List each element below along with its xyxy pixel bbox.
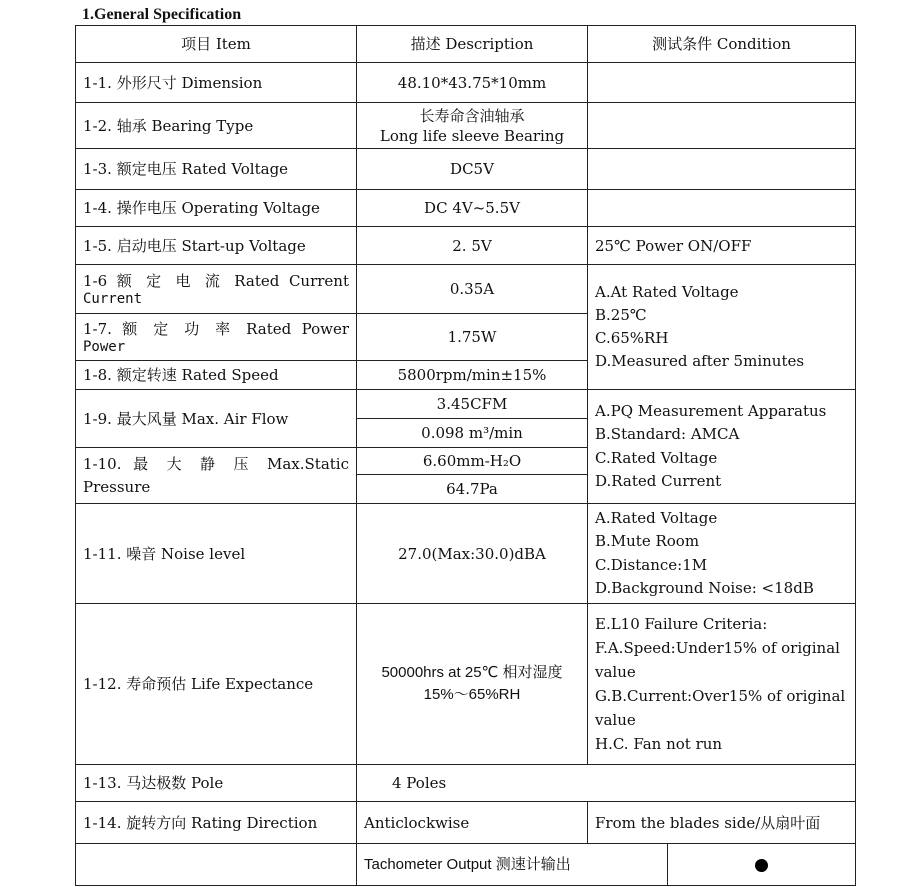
condition-cell xyxy=(588,604,856,765)
table-row xyxy=(76,802,856,844)
section-heading: 1.General Specification xyxy=(82,6,242,23)
table-row xyxy=(76,63,856,103)
description-cell: Tachometer Output 测速计输出 xyxy=(357,844,668,886)
condition-line: C.65%RH xyxy=(595,329,669,347)
spec-table xyxy=(75,25,856,886)
condition-line: B.Standard: AMCA xyxy=(595,425,740,443)
condition-cell xyxy=(588,504,856,604)
item-cell: 1-9. 最大风量 Max. Air Flow xyxy=(76,390,357,448)
condition-line: A.Rated Voltage xyxy=(595,508,718,527)
condition-cell: 25℃ Power ON/OFF xyxy=(588,227,856,265)
description-cell: 5800rpm/min±15% xyxy=(357,361,588,390)
table-row xyxy=(76,265,856,314)
description-cell: 48.10*43.75*10mm xyxy=(357,63,588,103)
description-cell: 2. 5V xyxy=(357,227,588,265)
item-cell xyxy=(76,265,357,314)
condition-cell xyxy=(588,103,856,149)
condition-cell xyxy=(588,265,856,390)
condition-cell xyxy=(588,390,856,504)
description-cell: Anticlockwise xyxy=(357,802,588,844)
description-cell: 27.0(Max:30.0)dBA xyxy=(357,504,588,604)
table-row xyxy=(76,844,856,886)
filled-circle-icon xyxy=(755,859,768,872)
item-cell xyxy=(76,844,357,886)
item-line: Pressure xyxy=(83,477,151,496)
header-row xyxy=(76,26,856,63)
condition-line: D.Rated Current xyxy=(595,472,722,490)
condition-line: C.Distance:1M xyxy=(595,555,708,574)
item-cell xyxy=(76,314,357,361)
mark-cell xyxy=(668,844,856,886)
description-line: 15%～65%RH xyxy=(423,686,521,703)
header-item: 项目 Item xyxy=(76,26,357,63)
description-cell xyxy=(357,103,588,149)
item-line-overflow: Power xyxy=(83,339,126,355)
condition-cell: From the blades side/从扇叶面 xyxy=(588,802,856,844)
item-line: 1-7. 额 定 功 率 Rated Power xyxy=(83,320,349,338)
description-line: 长寿命含油轴承 xyxy=(419,106,525,125)
table-row xyxy=(76,227,856,265)
condition-line: C.Rated Voltage xyxy=(595,448,718,467)
condition-cell xyxy=(588,190,856,227)
table-row xyxy=(76,390,856,419)
condition-line: A.PQ Measurement Apparatus xyxy=(595,401,827,420)
table-row xyxy=(76,765,856,802)
condition-line: A.At Rated Voltage xyxy=(595,283,739,301)
condition-cell xyxy=(588,63,856,103)
condition-line: E.L10 Failure Criteria: xyxy=(595,615,768,633)
item-line: 1-10. 最 大 静 压 Max.Static xyxy=(83,454,349,473)
item-cell: 1-1. 外形尺寸 Dimension xyxy=(76,63,357,103)
condition-line: H.C. Fan not run xyxy=(595,735,723,753)
header-description: 描述 Description xyxy=(357,26,588,63)
description-cell: 0.098 m³/min xyxy=(357,419,588,448)
description-cell: 4 Poles xyxy=(357,765,856,802)
item-cell: 1-11. 噪音 Noise level xyxy=(76,504,357,604)
item-cell: 1-14. 旋转方向 Rating Direction xyxy=(76,802,357,844)
item-cell xyxy=(76,448,357,504)
description-cell xyxy=(357,604,588,765)
description-cell: DC5V xyxy=(357,149,588,190)
table-row xyxy=(76,604,856,765)
description-cell: 3.45CFM xyxy=(357,390,588,419)
item-cell: 1-8. 额定转速 Rated Speed xyxy=(76,361,357,390)
condition-line: B.25℃ xyxy=(595,306,647,324)
table-row xyxy=(76,149,856,190)
description-cell: DC 4V~5.5V xyxy=(357,190,588,227)
item-line: 1-6 额 定 电 流 Rated Current xyxy=(83,272,349,290)
condition-line: F.A.Speed:Under15% of original value xyxy=(595,639,840,681)
description-cell: 64.7Pa xyxy=(357,475,588,504)
condition-line: D.Background Noise: <18dB xyxy=(595,579,814,597)
description-line: 50000hrs at 25℃ 相对湿度 xyxy=(381,664,563,681)
header-condition: 测试条件 Condition xyxy=(588,26,856,63)
item-cell: 1-13. 马达极数 Pole xyxy=(76,765,357,802)
item-cell: 1-3. 额定电压 Rated Voltage xyxy=(76,149,357,190)
condition-line: G.B.Current:Over15% of original value xyxy=(595,687,846,729)
table-row xyxy=(76,103,856,149)
description-cell: 0.35A xyxy=(357,265,588,314)
condition-line: B.Mute Room xyxy=(595,532,700,550)
condition-cell xyxy=(588,149,856,190)
item-line-overflow: Current xyxy=(83,291,143,307)
item-cell: 1-2. 轴承 Bearing Type xyxy=(76,103,357,149)
table-row xyxy=(76,190,856,227)
description-cell: 6.60mm-H₂O xyxy=(357,448,588,475)
condition-line: D.Measured after 5minutes xyxy=(595,352,805,370)
item-cell: 1-12. 寿命预估 Life Expectance xyxy=(76,604,357,765)
table-row xyxy=(76,504,856,604)
item-cell: 1-5. 启动电压 Start-up Voltage xyxy=(76,227,357,265)
item-cell: 1-4. 操作电压 Operating Voltage xyxy=(76,190,357,227)
description-cell: 1.75W xyxy=(357,314,588,361)
description-line: Long life sleeve Bearing xyxy=(379,126,565,145)
